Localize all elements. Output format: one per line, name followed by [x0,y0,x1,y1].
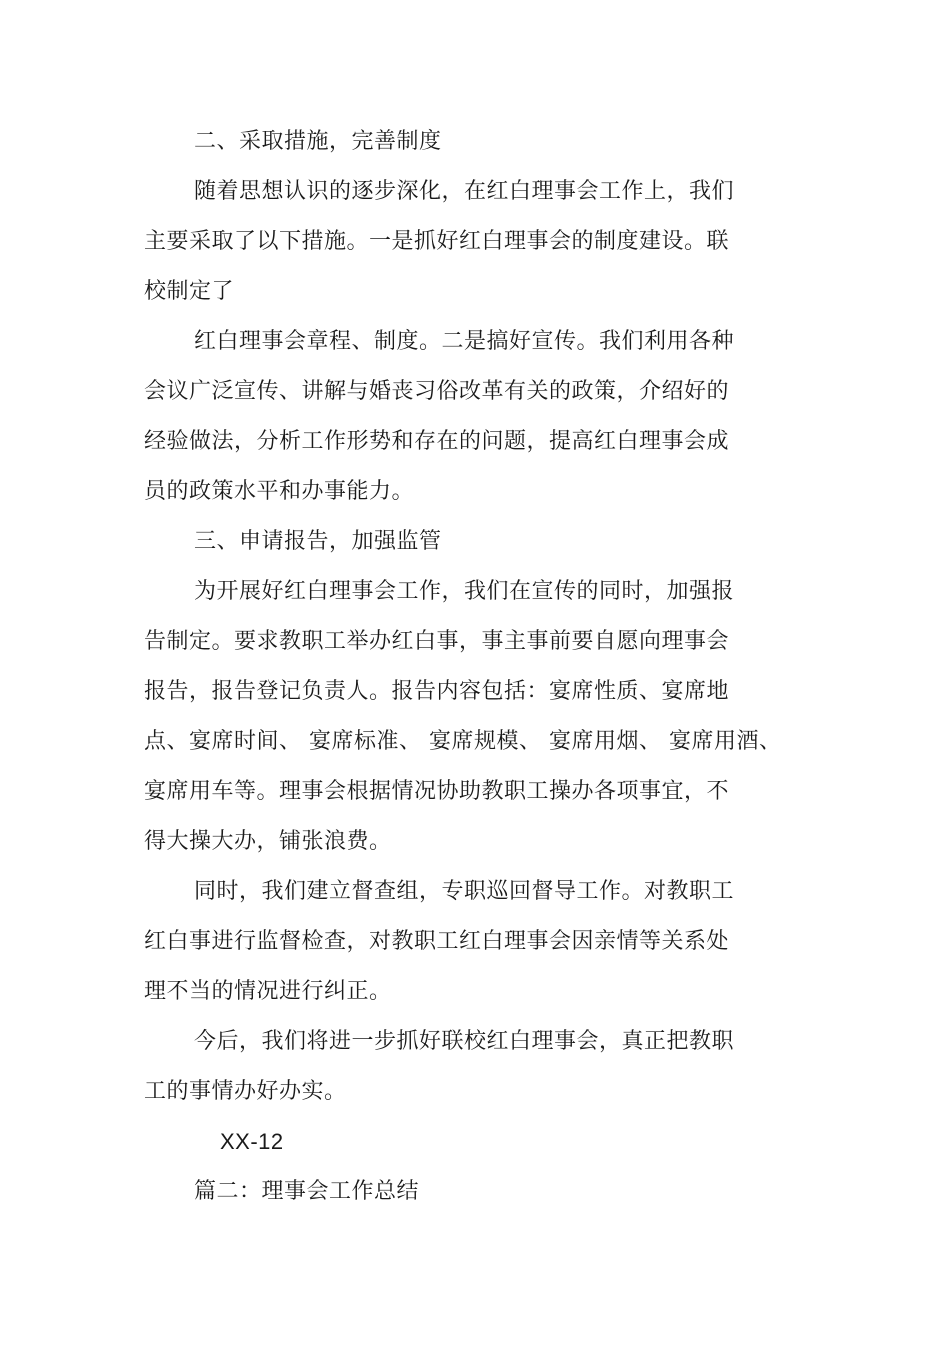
paragraph-line: 红白事进行监督检查，对教职工红白理事会因亲情等关系处 [144,929,730,954]
paragraph-line: 主要采取了以下措施。一是抓好红白理事会的制度建设。联 [144,229,730,254]
article-heading: 篇二：理事会工作总结 [194,1179,420,1204]
paragraph-line: 告制定。要求教职工举办红白事，事主事前要自愿向理事会 [144,629,730,654]
paragraph-line: 点、宴席时间、 宴席标准、 宴席规模、 宴席用烟、 宴席用酒、 [144,729,782,754]
section-heading-supervision: 三、申请报告，加强监管 [194,529,442,554]
paragraph-line: 红白理事会章程、制度。二是搞好宣传。我们利用各种 [194,329,735,354]
paragraph-line: 随着思想认识的逐步深化，在红白理事会工作上，我们 [194,179,735,204]
paragraph-line: 员的政策水平和办事能力。 [144,479,415,504]
paragraph-line: 同时，我们建立督查组，专职巡回督导工作。对教职工 [194,879,735,904]
document-date: XX-12 [220,1129,284,1154]
paragraph-line: 工的事情办好办实。 [144,1079,347,1104]
paragraph-line: 理不当的情况进行纠正。 [144,979,392,1004]
section-heading-measures: 二、采取措施，完善制度 [194,129,442,154]
paragraph-line: 校制定了 [144,279,235,304]
paragraph-line: 今后，我们将进一步抓好联校红白理事会，真正把教职 [194,1029,735,1054]
paragraph-line: 会议广泛宣传、讲解与婚丧习俗改革有关的政策，介绍好的 [144,379,730,404]
paragraph-line: 报告，报告登记负责人。报告内容包括：宴席性质、宴席地 [144,679,730,704]
paragraph-line: 经验做法，分析工作形势和存在的问题，提高红白理事会成 [144,429,730,454]
paragraph-line: 宴席用车等。理事会根据情况协助教职工操办各项事宜，不 [144,779,730,804]
paragraph-line: 得大操大办，铺张浪费。 [144,829,392,854]
paragraph-line: 为开展好红白理事会工作，我们在宣传的同时，加强报 [194,579,735,604]
